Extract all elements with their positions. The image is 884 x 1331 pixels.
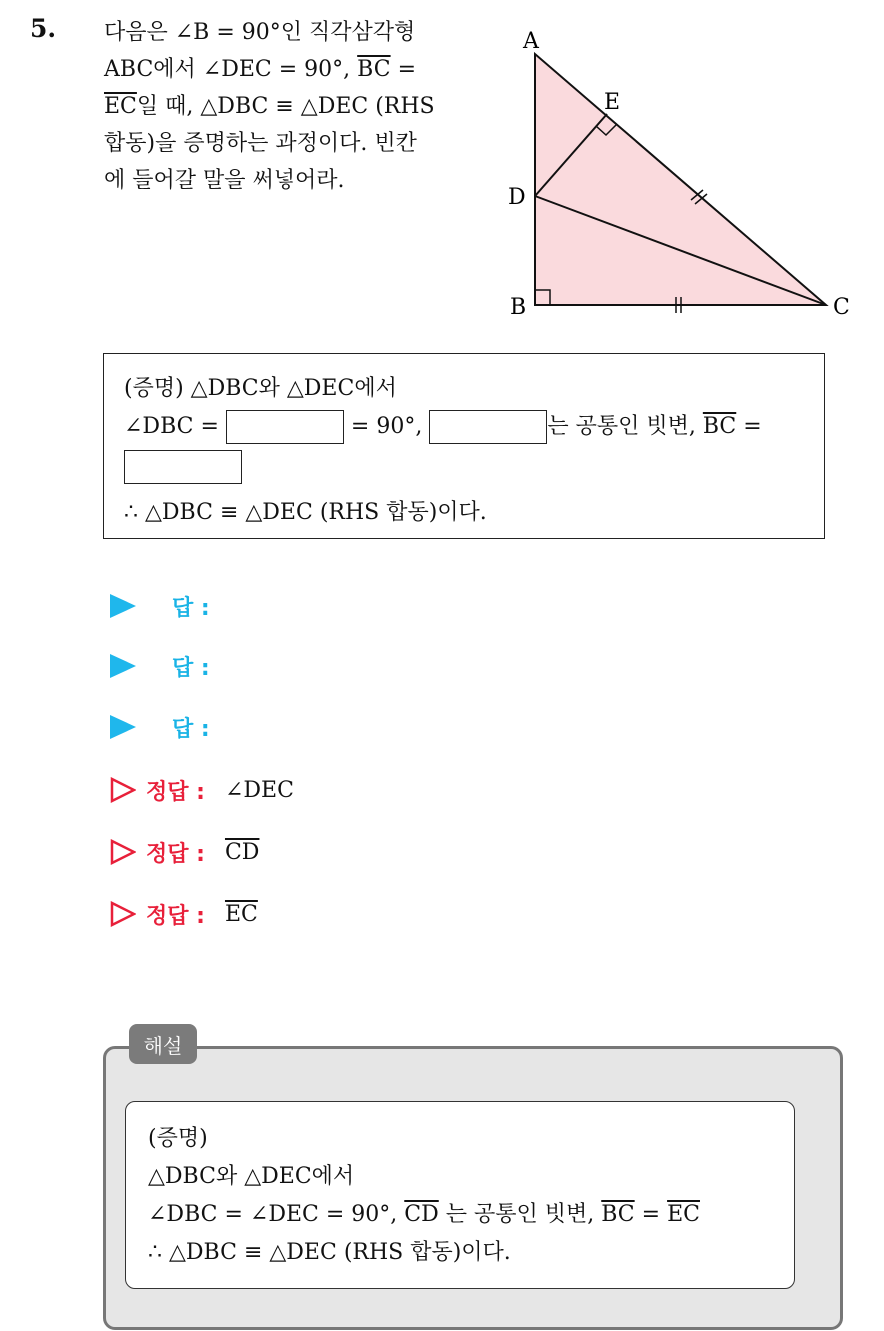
correct-answer-label: 정답 : [146, 841, 205, 867]
proof-line-2: ∠DBC = = 90°, 는 공통인 빗변, $\overline{BC}$ = [124, 408, 824, 446]
label-c: C [833, 295, 850, 320]
correct-answer-row [110, 770, 294, 810]
proof-line-3: ∴ △DBC ≡ △DEC (RHS 합동)이다. [124, 500, 487, 525]
play-marker-icon [110, 594, 136, 618]
question-line: ABC에서 ∠DEC = 90°, $\overline{BC}$ = [104, 57, 417, 82]
answer-blank-3[interactable] [124, 450, 242, 484]
correct-answer-row [110, 832, 259, 872]
label-d: D [508, 185, 526, 210]
outline-triangle-icon [110, 839, 136, 865]
outline-triangle-icon [110, 901, 136, 927]
question-line: 에 들어갈 말을 써넣어라. [104, 168, 345, 193]
question-line: $\overline{EC}$일 때, △DBC ≡ △DEC (RHS [104, 94, 435, 119]
triangle-abc-fill [535, 54, 826, 305]
answer-label: 답 : [172, 595, 210, 621]
question-line: 합동)을 증명하는 과정이다. 빈칸 [104, 131, 417, 156]
play-marker-icon [110, 654, 136, 678]
correct-answer-row [110, 894, 258, 934]
label-b: B [510, 295, 527, 320]
play-marker-icon [110, 715, 136, 739]
proof-box [103, 353, 825, 539]
solution-line: (증명) [148, 1126, 208, 1151]
solution-content [125, 1101, 795, 1289]
proof-line-1: (증명) △DBC와 △DEC에서 [124, 376, 397, 401]
answer-label: 답 : [172, 655, 210, 681]
correct-answer-label: 정답 : [146, 903, 205, 929]
solution-line: ∠DBC = ∠DEC = 90°, $\overline{CD}$ 는 공통인 빗변, $\overline{BC} = \overline{EC}$ [148, 1202, 700, 1227]
answer-blank-2[interactable] [429, 410, 547, 444]
solution-tag: 해설 [129, 1024, 197, 1064]
label-e: E [604, 90, 621, 115]
question-text [104, 14, 484, 199]
answer-row[interactable] [110, 707, 210, 747]
answer-row[interactable] [110, 586, 210, 626]
correct-answer-label: 정답 : [146, 779, 205, 805]
answer-label: 답 : [172, 716, 210, 742]
answer-blank-1[interactable] [226, 410, 344, 444]
question-number: 5. [30, 14, 57, 43]
solution-line: ∴ △DBC ≡ △DEC (RHS 합동)이다. [148, 1240, 511, 1265]
triangle-figure [500, 24, 860, 324]
question-line: 다음은 ∠B = 90°인 직각삼각형 [104, 20, 416, 45]
outline-triangle-icon [110, 777, 136, 803]
correct-answer-value: ∠DEC [224, 777, 294, 803]
solution-line: △DBC와 △DEC에서 [148, 1164, 355, 1189]
answer-row[interactable] [110, 646, 210, 686]
label-a: A [523, 29, 539, 54]
proof-line-2b [124, 448, 824, 486]
correct-answer-value: $\overline{CD}$ [224, 839, 260, 865]
correct-answer-value: $\overline{EC}$ [224, 901, 258, 927]
